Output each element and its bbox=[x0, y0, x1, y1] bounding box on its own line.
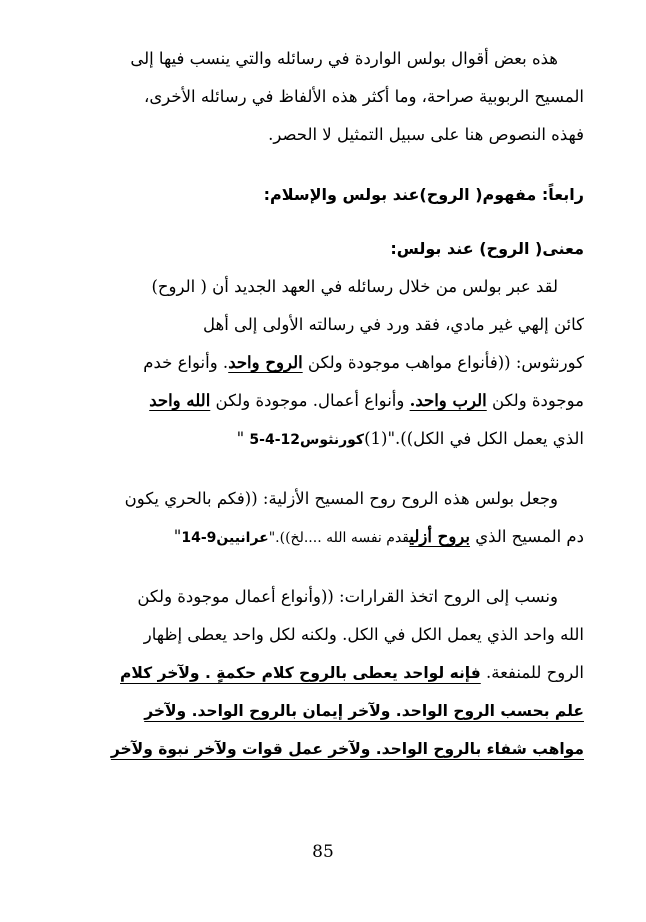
emphasis-text: الرب واحد. bbox=[409, 391, 487, 410]
text-line: فهذه النصوص هنا على سبيل التمثيل لا الحصر. bbox=[268, 125, 584, 144]
emphasis-text: الله واحد bbox=[149, 391, 211, 410]
paragraph-eternal-spirit bbox=[62, 480, 584, 556]
text-line: هذه بعض أقوال بولس الواردة في رسائله والتي ينسب فيها إلى bbox=[130, 49, 558, 68]
section-heading: رابعاً: مفهوم( الروح)عند بولس والإسلام: bbox=[263, 185, 584, 204]
text-line bbox=[62, 344, 584, 382]
quote-text: وأنواع أعمال. موجودة ولكن bbox=[210, 391, 410, 410]
quote-text: الذي يعمل الكل في الكل))."(1) bbox=[364, 429, 584, 448]
page-number: 85 bbox=[312, 842, 334, 862]
text-line bbox=[62, 382, 584, 420]
page-body bbox=[62, 40, 584, 768]
emphasis-text: فإنه لواحد يعطى بالروح كلام حكمةٍ . ولآخر كلام bbox=[120, 664, 481, 682]
emphasis-text: الروح واحد bbox=[228, 353, 303, 372]
text-line: وجعل بولس هذه الروح روح المسيح الأزلية: ((فكم بالحري يكون bbox=[124, 489, 558, 508]
text-line bbox=[62, 654, 584, 692]
citation-reference: كورنثوس12-4-5 bbox=[249, 432, 365, 448]
quote-text: . وأنواع خدم bbox=[143, 353, 229, 372]
quote-text: كورنثوس: ((فأنواع مواهب موجودة ولكن bbox=[302, 353, 584, 372]
text-line: الله واحد الذي يعمل الكل في الكل. ولكنه لكل واحد يعطى إظهار bbox=[143, 625, 584, 644]
quote-text: موجودة ولكن bbox=[486, 391, 584, 410]
quote-text: دم المسيح الذي bbox=[470, 527, 584, 546]
text-line: علم بحسب الروح الواحد. ولآخر إيمان بالروح الواحد. ولآخر bbox=[144, 702, 584, 720]
subsection-heading: معنى( الروح) عند بولس: bbox=[390, 239, 584, 258]
text-line: المسيح الربوبية صراحة، وما أكثر هذه الألفاظ في رسائله الأخرى، bbox=[144, 87, 584, 106]
quote-text: " bbox=[173, 527, 182, 546]
quote-text: الروح للمنفعة. bbox=[480, 663, 584, 682]
text-line: كائن إلهي غير مادي، فقد ورد في رسالته الأولى إلى أهل bbox=[203, 315, 584, 334]
paragraph-decisions bbox=[62, 578, 584, 768]
quote-text: قدم نفسه الله ....لخ))." bbox=[268, 530, 410, 546]
text-line bbox=[62, 420, 584, 458]
quote-text: " bbox=[236, 429, 250, 448]
paragraph-intro bbox=[62, 40, 584, 154]
text-line: لقد عبر بولس من خلال رسائله في العهد الجديد أن ( الروح) bbox=[151, 277, 558, 296]
citation-reference: عرانيين9-14 bbox=[181, 530, 269, 546]
emphasis-text: بروح أزلي bbox=[409, 527, 470, 546]
paragraph-spirit-definition bbox=[62, 268, 584, 458]
text-line bbox=[62, 518, 584, 556]
text-line: مواهب شفاء بالروح الواحد. ولآخر عمل قوات ولآخر نبوة ولآخر bbox=[110, 740, 584, 758]
text-line: ونسب إلى الروح اتخذ القرارات: ((وأنواع أعمال موجودة ولكن bbox=[137, 587, 558, 606]
